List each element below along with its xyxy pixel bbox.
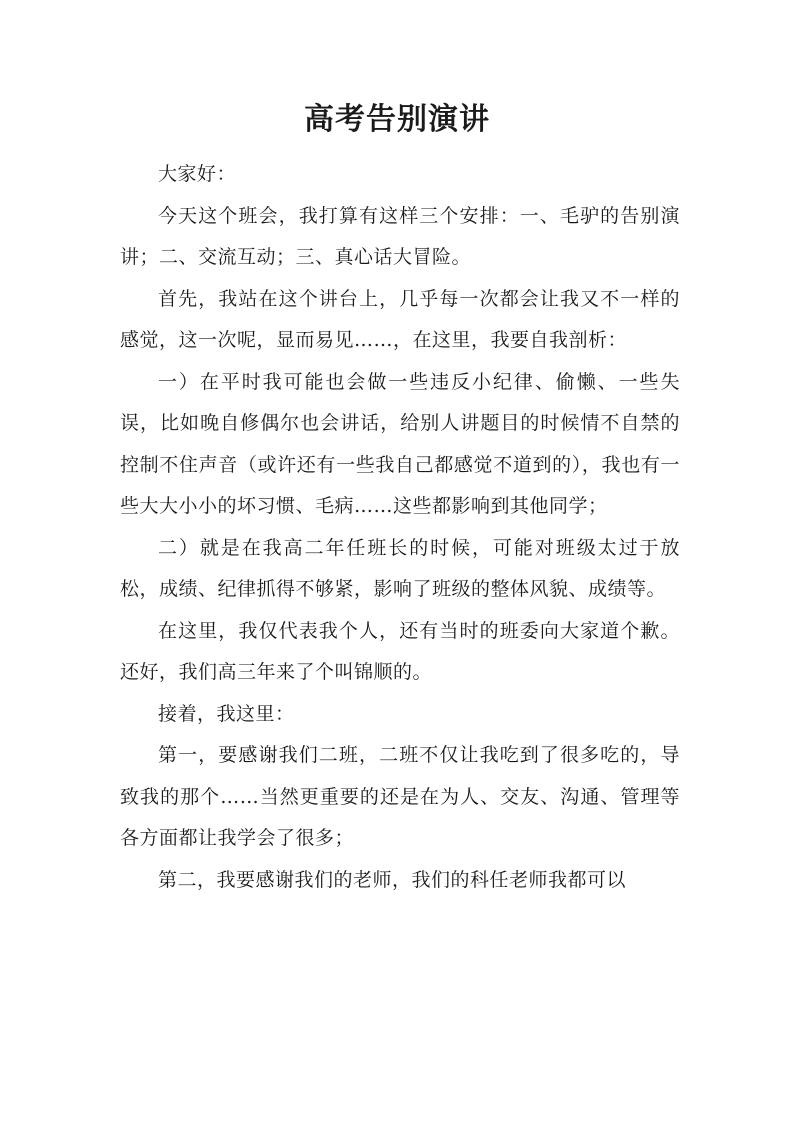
paragraph-self-analysis-intro: 首先，我站在这个讲台上，几乎每一次都会让我又不一样的感觉，这一次呢，显而易见……，在这里，我要自我剖析： [120, 287, 680, 351]
paragraph-apology: 在这里，我仅代表我个人，还有当时的班委向大家道个歉。还好，我们高三年来了个叫锦顺的。 [120, 619, 680, 683]
paragraph-agenda: 今天这个班会，我打算有这样三个安排：一、毛驴的告别演讲；二、交流互动；三、真心话大冒险。 [120, 204, 680, 268]
paragraph-point-two: 二）就是在我高二年任班长的时候，可能对班级太过于放松，成绩、纪律抓得不够紧，影响了班级的整体风貌、成绩等。 [120, 536, 680, 600]
document-body [120, 154, 680, 901]
paragraph-point-one: 一）在平时我可能也会做一些违反小纪律、偷懒、一些失误，比如晚自修偶尔也会讲话，给别人讲题目的时候情不自禁的控制不住声音（或许还有一些我自己都感觉不道到的），我也有一些大大小小的坏习惯、毛病……这些都影响到其他同学； [120, 370, 680, 517]
document-title: 高考告别演讲 [304, 102, 490, 137]
paragraph-thanks-teachers: 第二，我要感谢我们的老师，我们的科任老师我都可以 [158, 868, 627, 891]
paragraph-greeting: 大家好： [158, 163, 237, 185]
paragraph-thanks-class: 第一，要感谢我们二班，二班不仅让我吃到了很多吃的，导致我的那个……当然更重要的还是在为人、交友、沟通、管理等各方面都让我学会了很多； [120, 744, 680, 849]
paragraph-next: 接着，我这里： [158, 702, 295, 725]
